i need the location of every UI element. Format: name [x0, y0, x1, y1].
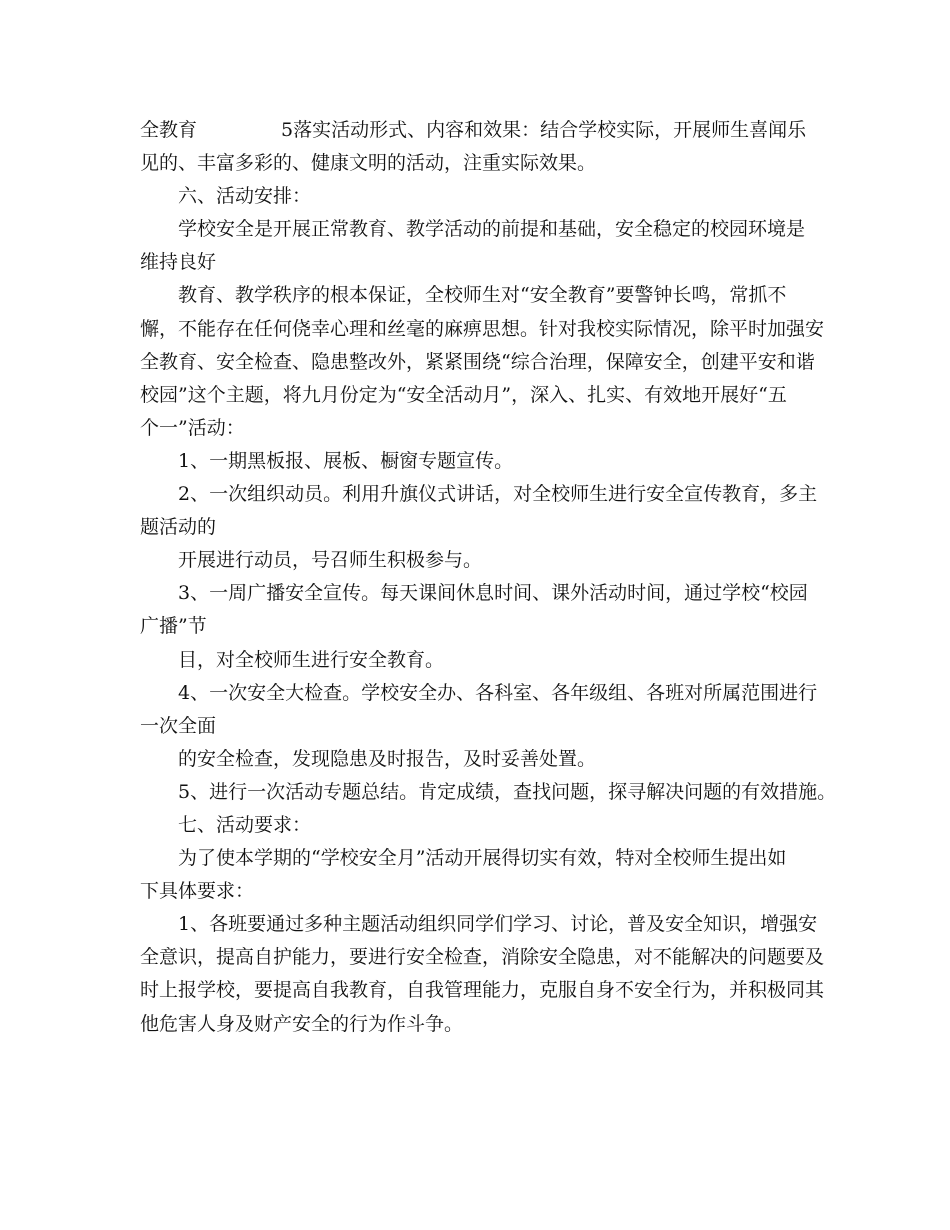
text-line: 时上报学校，要提高自我教育，自我管理能力，克服自身不安全行为，并积极同其	[140, 979, 825, 1002]
text-line: 维持良好	[140, 251, 217, 274]
text-fragment: 5落实活动形式、内容和效果：结合学校实际，开展师生喜闻乐	[281, 119, 807, 141]
text-fragment: 全教育	[140, 119, 198, 141]
text-line: 全教育、安全检查、隐患整改外，紧紧围绕“综合治理，保障安全，创建平安和谐	[140, 350, 815, 373]
text-line: 教育、教学秩序的根本保证，全校师生对“安全教育”要警钟长鸣，常抓不	[178, 284, 787, 307]
list-item: 3、一周广播安全宣传。每天课间休息时间、课外活动时间，通过学校“校园	[178, 582, 808, 605]
text-line: 开展进行动员，号召师生积极参与。	[178, 549, 483, 572]
text-line	[140, 114, 820, 147]
text-line: 校园”这个主题，将九月份定为“安全活动月”，深入、扎实、有效地开展好“五	[140, 383, 787, 406]
text-line: 目，对全校师生进行安全教育。	[178, 648, 445, 671]
document-body	[140, 114, 837, 1041]
text-line: 题活动的	[140, 516, 217, 539]
text-line: 广播”节	[140, 615, 207, 638]
text-line: 全意识，提高自护能力，要进行安全检查，消除安全隐患，对不能解决的问题要及	[140, 946, 825, 969]
section-heading: 六、活动安排：	[178, 185, 312, 208]
section-heading: 七、活动要求：	[178, 813, 312, 836]
text-line: 一次全面	[140, 714, 217, 737]
list-item: 4、一次安全大检查。学校安全办、各科室、各年级组、各班对所属范围进行	[178, 681, 818, 704]
list-item: 2、一次组织动员。利用升旗仪式讲话，对全校师生进行安全宣传教育，多主	[178, 483, 818, 506]
text-line: 为了使本学期的“学校安全月”活动开展得切实有效，特对全校师生提出如	[178, 847, 787, 870]
text-line: 个一”活动：	[140, 416, 245, 439]
text-line: 见的、丰富多彩的、健康文明的活动，注重实际效果。	[140, 152, 597, 175]
list-item: 1、各班要通过多种主题活动组织同学们学习、讨论，普及安全知识，增强安	[178, 913, 818, 936]
list-item: 5、进行一次活动专题总结。肯定成绩，查找问题，探寻解决问题的有效措施。	[178, 780, 837, 803]
text-line: 他危害人身及财产安全的行为作斗争。	[140, 1012, 464, 1035]
text-line: 的安全检查，发现隐患及时报告，及时妥善处置。	[178, 747, 597, 770]
text-line: 学校安全是开展正常教育、教学活动的前提和基础，安全稳定的校园环境是	[178, 218, 806, 241]
text-line: 懈，不能存在任何侥幸心理和丝毫的麻痹思想。针对我校实际情况，除平时加强安	[140, 317, 825, 340]
text-line: 下具体要求：	[140, 880, 255, 903]
list-item: 1、一期黑板报、展板、橱窗专题宣传。	[178, 449, 514, 472]
